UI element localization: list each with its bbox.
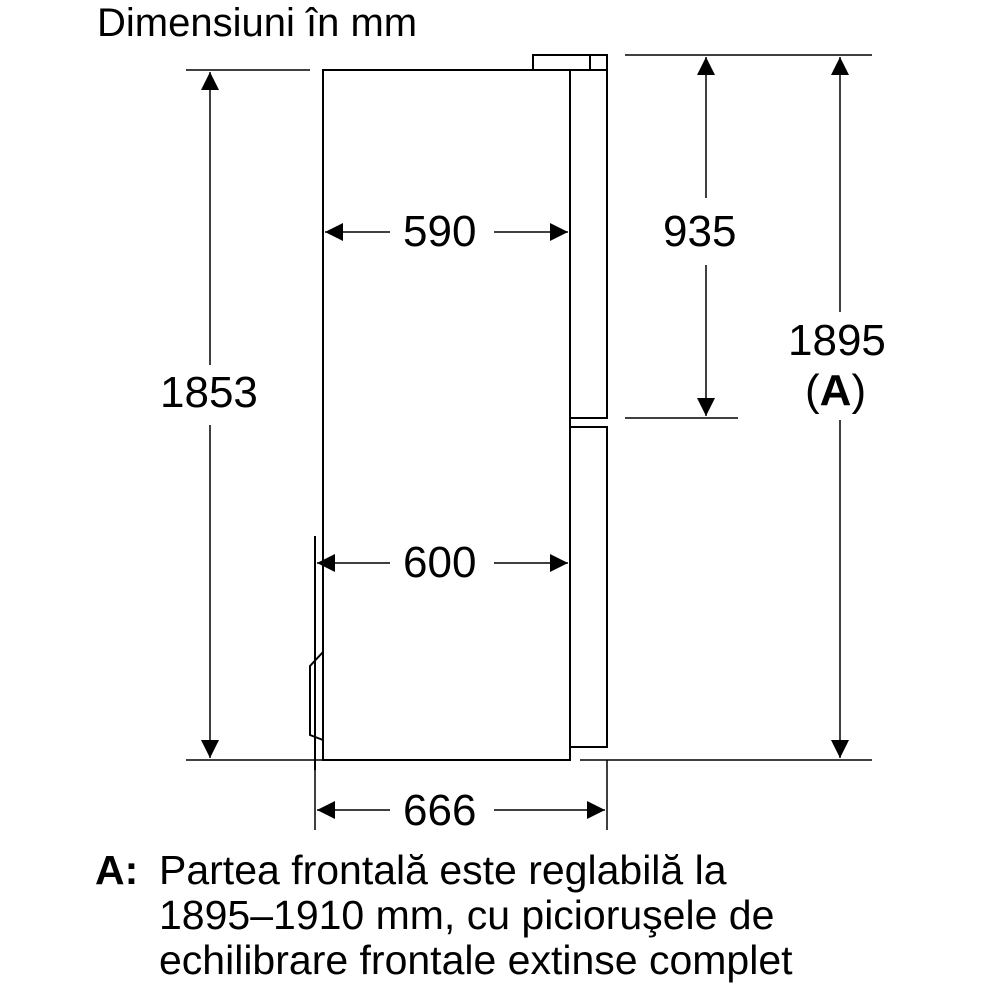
dim-label-600: 600	[403, 538, 477, 587]
dim-label-590: 590	[403, 207, 477, 256]
lower-door	[570, 427, 607, 747]
appliance-side-view	[310, 55, 607, 770]
top-hinge	[533, 55, 607, 70]
cabinet-body	[323, 70, 570, 760]
extension-lines	[186, 55, 872, 830]
footnote-line: echilibrare frontale extinse complet	[159, 937, 793, 983]
dim-label-a-open: (	[805, 366, 820, 415]
dimension-arrows	[210, 57, 840, 810]
upper-door	[570, 70, 607, 418]
dim-label-a	[805, 366, 866, 416]
dim-label-935: 935	[663, 207, 737, 256]
dim-label-a-key: A	[819, 366, 852, 415]
dim-label-1853: 1853	[160, 368, 258, 417]
dim-label-1895: 1895	[788, 316, 886, 365]
footnote-line: 1895–1910 mm, cu picioruşele de	[159, 892, 775, 938]
page-title: Dimensiuni în mm	[97, 1, 418, 45]
dim-label-666: 666	[403, 786, 477, 835]
footnote-line: Partea frontală este reglabilă la	[159, 847, 727, 893]
footnote-text	[159, 848, 979, 983]
dim-label-a-close: )	[851, 366, 867, 415]
rear-bracket	[310, 652, 323, 740]
footnote-key: A:	[95, 847, 139, 893]
